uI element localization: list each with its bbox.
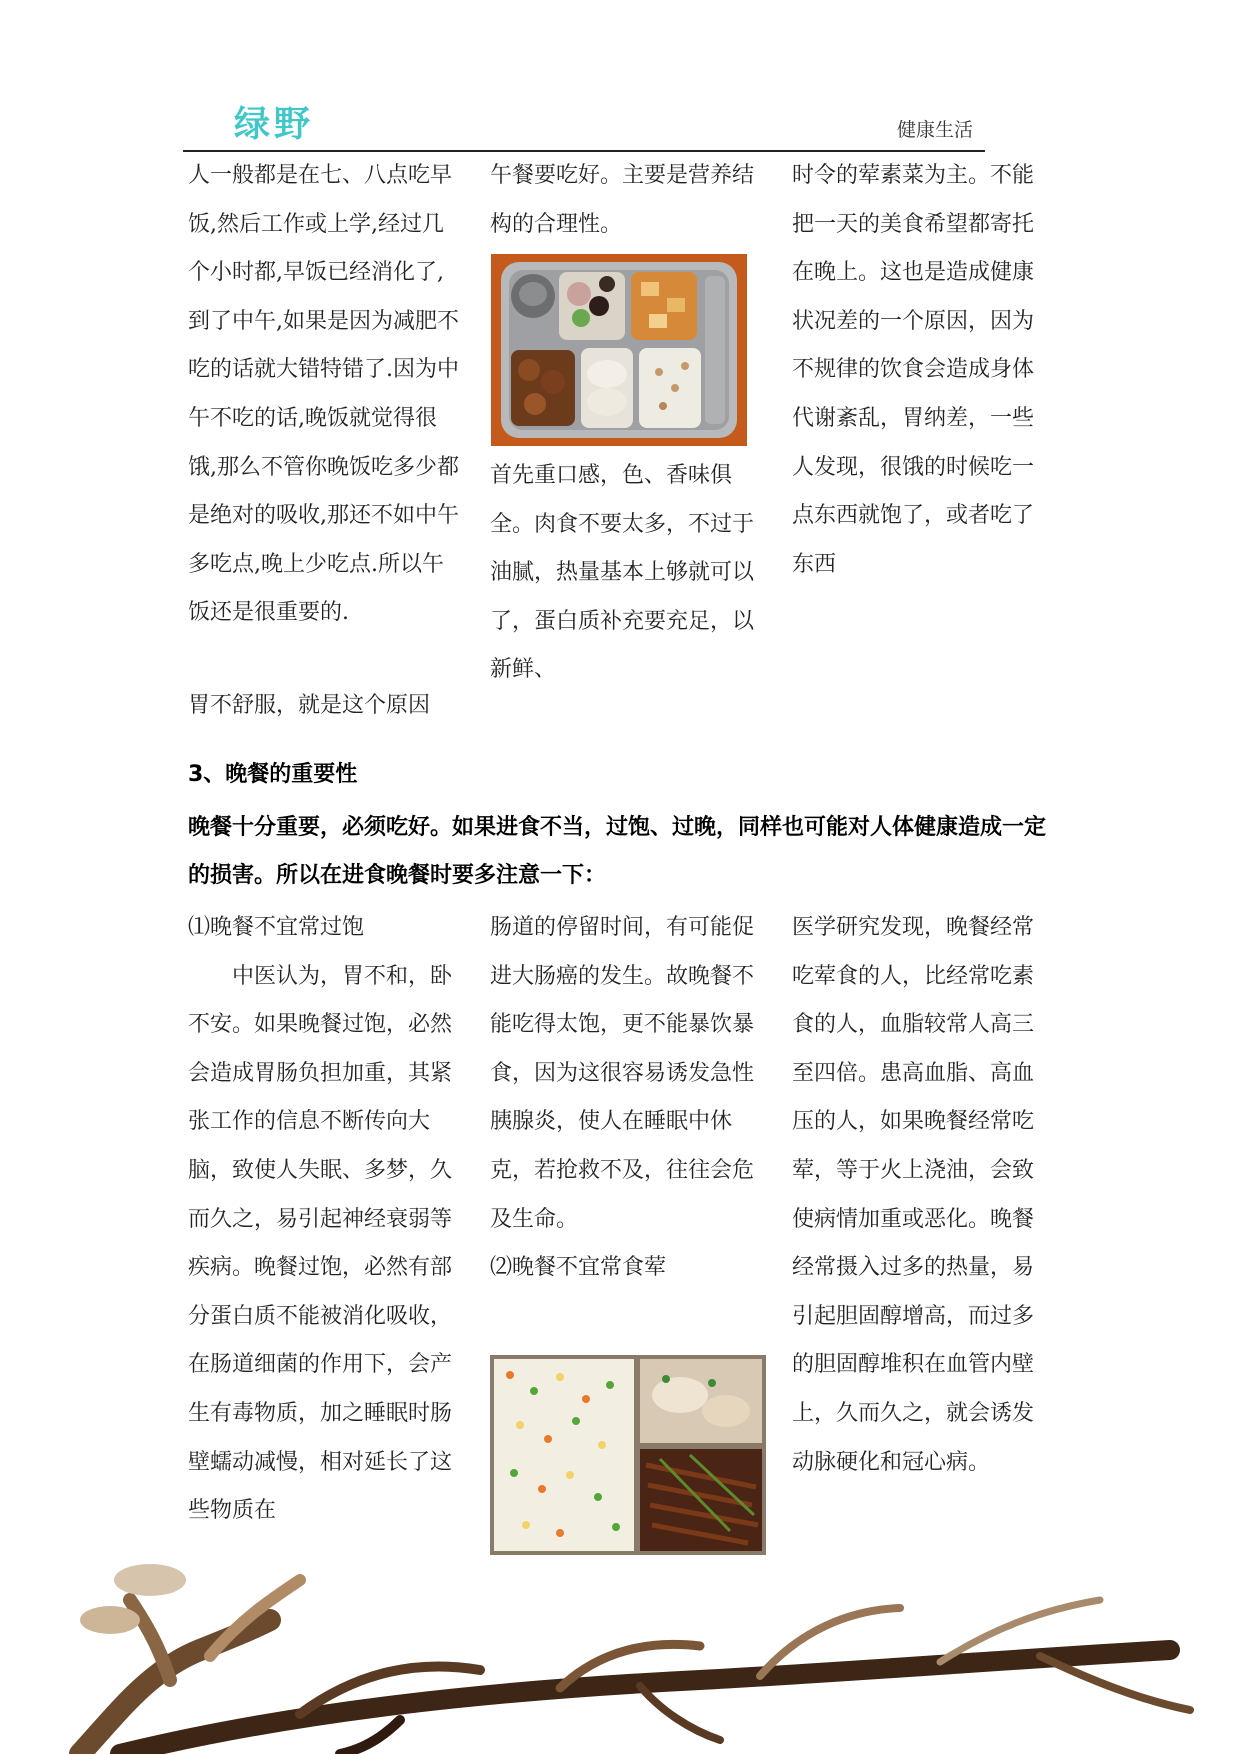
lunch-col3-text: 时令的荤素菜为主。不能把一天的美食希望都寄托在晚上。这也是造成健康状况差的一个原因，因为不规律的饮食会造成身体代谢紊乱，胃纳差，一些人发现，很饿的时候吃一点东西就饱了，或者吃了东西 [792,163,1035,577]
lunch-column-2-body [490,452,762,695]
lunch-col2-body: 首先重口感，色、香味俱全。肉食不要太多，不过于油腻，热量基本上够就可以了，蛋白质补充要充足，以新鲜、 [490,463,755,683]
lunch-col1-text: 人一般都是在七、八点吃早饭,然后工作或上学,经过几个小时都,早饭已经消化了,到了中午,如果是因为减肥不吃的话就大错特错了.因为中午不吃的话,晚饭就觉得很饿,那么不管你晚饭吃多少都是绝对的吸收,那还不如中午多吃点,晚上少吃点.所以午饭还是很重要的. [188,163,459,626]
section-label: 健康生活 [897,119,974,141]
dinner-col2-body: 肠道的停留时间，有可能促进大肠癌的发生。故晚餐不能吃得太饱，更不能暴饮暴食，因为这很容易诱发急性胰腺炎，使人在睡眠中休克，若抢救不及，往往会危及生命。 [490,915,755,1232]
dinner-food-photo [490,1355,766,1555]
dinner-lead-paragraph: 晚餐十分重要，必须吃好。如果进食不当，过饱、过晚，同样也可能对人体健康造成一定的损害。所以在进食晚餐时要多注意一下： [188,815,1047,888]
dinner-col1-body: 中医认为，胃不和，卧不安。如果晚餐过饱，必然会造成胃肠负担加重，其紧张工作的信息不断传向大脑，致使人失眠、多梦，久而久之，易引起神经衰弱等疾病。晚餐过饱，必然有部分蛋白质不能被消化吸收，在肠道细菌的作用下，会产生有毒物质，加之睡眠时肠壁蠕动减慢，相对延长了这些物质在 [188,963,453,1524]
dinner-column-3 [792,904,1054,1487]
lunch-col1-tail: 胃不舒服，就是这个原因 [188,693,431,718]
decorative-branch [0,1560,1241,1754]
logo: 绿野 [234,103,315,145]
dinner-column-1 [188,904,460,1536]
dinner-col3-body: 医学研究发现，晚餐经常吃荤食的人，比经常吃素食的人，血脂较常人高三至四倍。患高血脂、高血压的人，如果晚餐经常吃荤，等于火上浇油，会致使病情加重或恶化。晚餐经常摄入过多的热量，易引起胆固醇增高，而过多的胆固醇堆积在血管内壁上，久而久之，就会诱发动脉硬化和冠心病。 [792,915,1035,1475]
lunch-column-2-intro [490,152,762,249]
lunch-tray-photo [491,254,747,446]
lunch-column-3 [792,152,1054,589]
point2-title: ⑵晚餐不宜常食荤 [490,1255,667,1281]
point1-title: ⑴晚餐不宜常过饱 [188,915,365,940]
dinner-column-2 [490,904,762,1293]
section-heading: 3、晚餐的重要性 [188,762,358,787]
lunch-column-1 [188,152,460,638]
lunch-col2-intro: 午餐要吃好。主要是营养结构的合理性。 [490,163,755,237]
